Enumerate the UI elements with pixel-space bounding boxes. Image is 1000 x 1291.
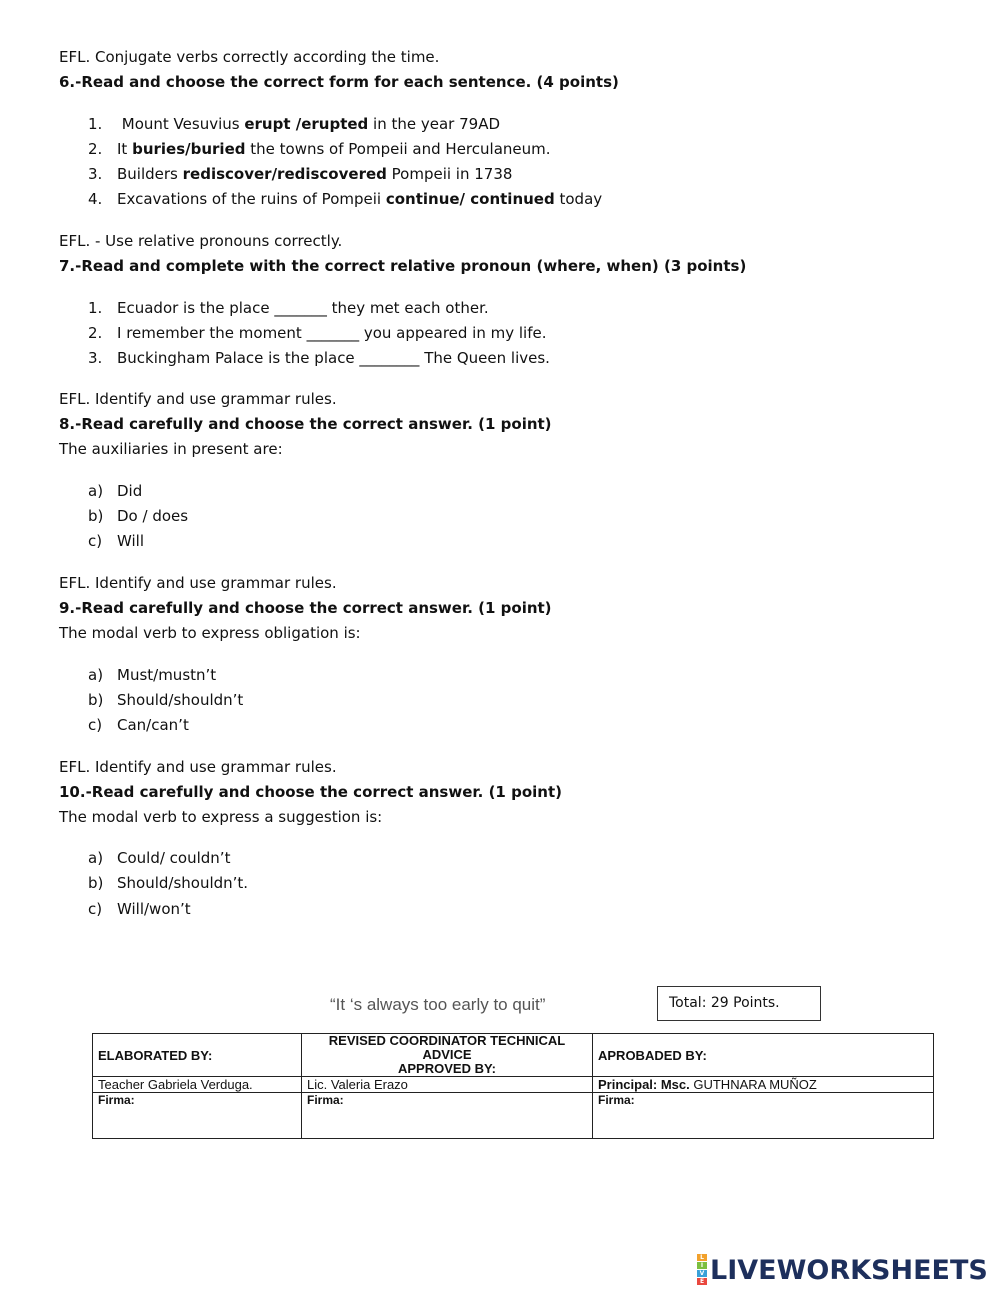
skill-8: EFL. Identify and use grammar rules. <box>59 390 337 408</box>
total-points-box: Total: 29 Points. <box>657 986 821 1021</box>
elaborated-label-cell: ELABORATED BY: <box>93 1034 302 1077</box>
principal-name-cell: Principal: Msc. GUTHNARA MUÑOZ <box>593 1077 934 1093</box>
skill-9: EFL. Identify and use grammar rules. <box>59 574 337 592</box>
question-8-prompt: The auxiliaries in present are: <box>59 440 283 458</box>
elaborated-name: Teacher Gabriela Verduga. <box>93 1077 302 1093</box>
q6-item-1-choice: erupt /erupted <box>244 115 369 133</box>
q8-option-c[interactable]: c) Will <box>88 532 145 550</box>
q7-item-3: 3. Buckingham Palace is the place ________ The Queen lives. <box>88 349 550 367</box>
question-6-title: 6.-Read and choose the correct form for each sentence. (4 points) <box>59 73 619 91</box>
signature-table <box>92 1033 934 1139</box>
q10-option-a[interactable]: a) Could/ couldn’t <box>88 849 231 867</box>
approbaded-label-cell: APROBADED BY: <box>593 1034 934 1077</box>
q9-option-b[interactable]: b) Should/shouldn’t <box>88 691 244 709</box>
skill-6: EFL. Conjugate verbs correctly according the time. <box>59 48 440 66</box>
q10-option-b[interactable]: b) Should/shouldn’t. <box>88 874 249 892</box>
revised-name: Lic. Valeria Erazo <box>302 1077 593 1093</box>
q9-option-a[interactable]: a) Must/mustn’t <box>88 666 217 684</box>
q7-item-1: 1. Ecuador is the place _______ they met each other. <box>88 299 489 317</box>
skill-10: EFL. Identify and use grammar rules. <box>59 758 337 776</box>
q6-item-3: 3. Builders rediscover/rediscovered Pompeii in 1738 <box>88 165 513 183</box>
q8-option-a[interactable]: a) Did <box>88 482 143 500</box>
logo-text: LIVEWORKSHEETS <box>710 1254 988 1286</box>
q7-item-2: 2. I remember the moment _______ you appeared in my life. <box>88 324 547 342</box>
liveworksheets-logo[interactable] <box>697 1254 988 1286</box>
revised-label-cell: REVISED COORDINATOR TECHNICAL ADVICE APPROVED BY: <box>302 1034 593 1077</box>
q6-item-1: 1. Mount Vesuvius erupt /erupted in the year 79AD <box>88 115 501 133</box>
motivational-quote: “It ‘s always too early to quit” <box>330 995 546 1014</box>
elaborated-signature[interactable]: Firma: <box>93 1093 302 1139</box>
question-10-title: 10.-Read carefully and choose the correct answer. (1 point) <box>59 783 562 801</box>
q9-option-c[interactable]: c) Can/can’t <box>88 716 189 734</box>
revised-signature[interactable]: Firma: <box>302 1093 593 1139</box>
q8-option-b[interactable]: b) Do / does <box>88 507 189 525</box>
question-9-title: 9.-Read carefully and choose the correct answer. (1 point) <box>59 599 552 617</box>
q6-item-2-choice: buries/buried <box>132 140 246 158</box>
q6-item-4-choice: continue/ continued <box>385 190 555 208</box>
question-10-prompt: The modal verb to express a suggestion is: <box>59 808 383 826</box>
q6-item-3-choice: rediscover/rediscovered <box>182 165 387 183</box>
question-9-prompt: The modal verb to express obligation is: <box>59 624 361 642</box>
question-8-title: 8.-Read carefully and choose the correct answer. (1 point) <box>59 415 552 433</box>
q6-item-4: 4. Excavations of the ruins of Pompeii continue/ continued today <box>88 190 603 208</box>
q6-item-2: 2. It buries/buried the towns of Pompeii and Herculaneum. <box>88 140 551 158</box>
question-7-title: 7.-Read and complete with the correct relative pronoun (where, when) (3 points) <box>59 257 747 275</box>
principal-signature[interactable]: Firma: <box>593 1093 934 1139</box>
logo-blocks-icon: L I V E <box>697 1254 707 1286</box>
skill-7: EFL. - Use relative pronouns correctly. <box>59 232 343 250</box>
q10-option-c[interactable]: c) Will/won’t <box>88 900 191 918</box>
